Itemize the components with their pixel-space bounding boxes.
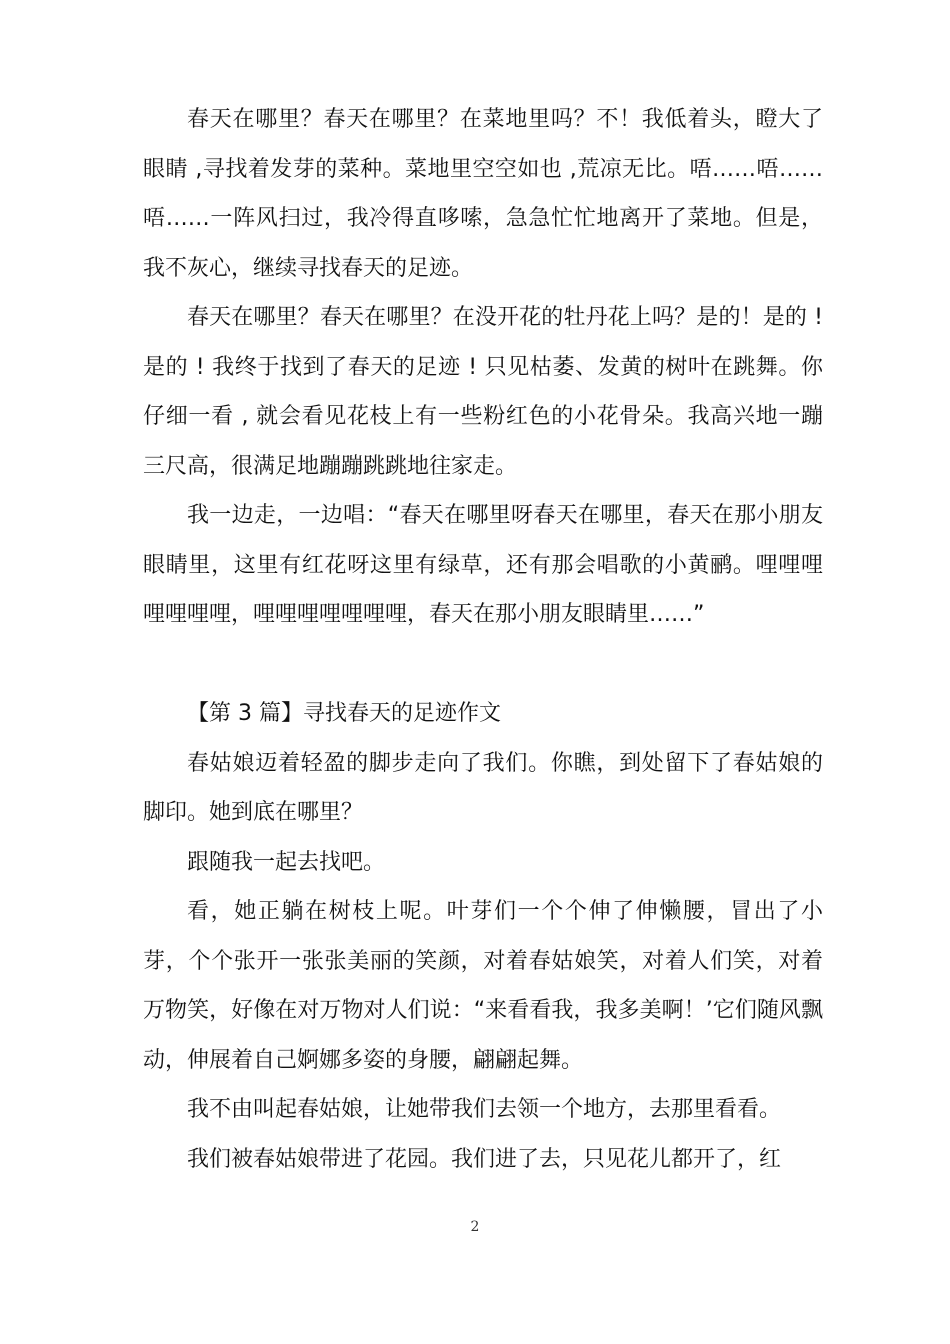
paragraph-call-spring: 我不由叫起春姑娘，让她带我们去领一个地方，去那里看看。 bbox=[187, 1097, 782, 1122]
section-spacer bbox=[143, 640, 823, 690]
paragraph-leaf-buds: 看，她正躺在树枝上呢。叶芽们一个个伸了伸懒腰，冒出了小芽，个个张开一张张美丽的笑颜，对着春姑娘笑，对着人们笑，对着万物笑，好像在对万物对人们说：“来看看我，我多美啊！’它们随风飘动，伸展着自己婀娜多姿的身腰，翩翩起舞。 bbox=[143, 899, 823, 1073]
body-text bbox=[143, 95, 823, 1184]
paragraph-cabbage-field: 春天在哪里？春天在哪里？在菜地里吗？不！我低着头，瞪大了眼睛 ,寻找着发芽的菜种。菜地里空空如也 ,荒凉无比。唔……唔……唔……一阵风扫过，我冷得直哆嗦，急急忙忙地离开了菜地。但是，我不灰心，继续寻找春天的足迹。 bbox=[143, 107, 823, 281]
paragraph-follow-me: 跟随我一起去找吧。 bbox=[187, 849, 386, 875]
section-heading: 【第 3 篇】寻找春天的足迹作文 bbox=[187, 701, 501, 726]
paragraph-spring-girl: 春姑娘迈着轻盈的脚步走向了我们。你瞧，到处留下了春姑娘的脚印。她到底在哪里？ bbox=[143, 750, 823, 825]
paragraph-song: 我一边走，一边唱：“春天在哪里呀春天在哪里，春天在那小朋友眼睛里，这里有红花呀这里有绿草，还有那会唱歌的小黄鹂。哩哩哩哩哩哩哩，哩哩哩哩哩哩哩，春天在那小朋友眼睛里……” bbox=[143, 503, 823, 627]
page-number: 2 bbox=[470, 1219, 480, 1235]
paragraph-peony: 春天在哪里？春天在哪里？在没开花的牡丹花上吗？是的！是的 ! 是的 ! 我终于找到了春天的足迹 ! 只见枯萎、发黄的树叶在跳舞。你仔细一看 , 就会看见花枝上有一些粉红色的小花骨朵。我高兴地一蹦三尺高，很满足地蹦蹦跳跳地往家走。 bbox=[143, 305, 823, 479]
paragraph-garden: 我们被春姑娘带进了花园。我们进了去，只见花儿都开了，红 bbox=[187, 1146, 782, 1172]
